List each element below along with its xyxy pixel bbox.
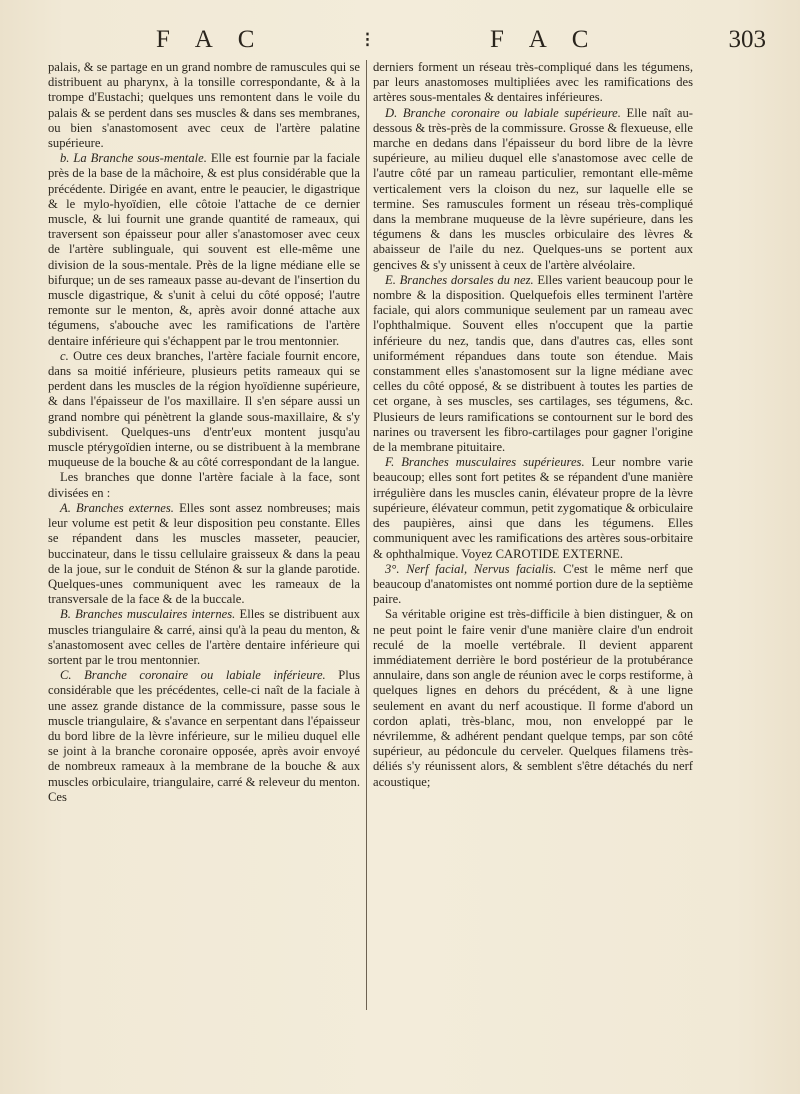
paragraph: b. La Branche sous-mentale. Elle est fournie par la faciale près de la base de la mâchoire, & est plus considérable que la précédente. Dirigée en avant, entre le peaucier, le digastrique & le mylo-hyoïdien, elle côtoie l'attache de ce dernier muscle, & lui fournit une grande quantité de rameaux, qui traversent son épaisseur pour aller s'anastomoser avec ceux de l'artère sublinguale, qui souvent est elle-même une division de la sous-mentale. Près de la ligne médiane elle se bifurque; un de ses rameaux passe au-devant de l'insertion du muscle digastrique, & s'unit à celui du côté opposé; l'autre remonte sur le menton, &, après avoir donné attache aux tégumens, s'abouche avec les ramifications de l'artère dentaire inférieure qui s'échappent par le trou mentonnier. <box>48 151 360 348</box>
paragraph: C. Branche coronaire ou labiale inférieure. Plus considérable que les précédentes, celle-ci naît de la faciale à une assez grande distance de la commissure, passe sous le muscle triangulaire, & s'avance en serpentant dans l'épaisseur du bord libre de la lèvre inférieure, sur le milieu duquel elle se joint à la branche coronaire opposée, après avoir envoyé de nombreux rameaux à la membrane de la bouche & aux muscles orbiculaire, triangulaire, carré & releveur du menton. Ces <box>48 668 360 804</box>
column-divider <box>366 60 367 1010</box>
paragraph: 3°. Nerf facial, Nervus facialis. C'est le même nerf que beaucoup d'anatomistes ont nommé portion dure de la septième paire. <box>373 561 694 607</box>
paragraph: E. Branches dorsales du nez. Elles varient beaucoup pour le nombre & la disposition. Quelquefois elles terminent l'artère faciale, qui alors communique seulement par un rameau avec l'ophthalmique. Souvent elles n'occupent que la partie inférieure du nez, tandis que, dans d'autres cas, elles sont uniformément répandues dans toute son étendue. Mais constamment elles s'anastomosent sur la ligne médiane avec celles du côté opposé, & se distribuent à toutes les parties de cet organe, à ses muscles, ses cartilages, ses tégumens, &c. Plusieurs de leurs ramifications se contournent sur le bord des narines ou traversent les fibro-cartilages pour gagner l'origine de la membrane pituitaire. <box>373 272 693 455</box>
paragraph: D. Branche coronaire ou labiale supérieure. Elle naît au-dessous & très-près de la commissure. Grosse & flexueuse, elle marche en dedans dans l'épaisseur du bord libre de la lèvre supérieure, au milieu duquel elle s'anastomose avec celle de l'autre côté par un rameau particulier, remontant elle-même verticalement vers la cloison du nez, sur laquelle elle se termine. Ses ramuscules forment un réseau très-compliqué dans la membrane muqueuse de la lèvre supérieure, dans les tégumens & dans les muscles orbiculaire des lèvres & abaisseur de l'aile du nez. Quelques-uns se portent aux gencives & s'y unissent à ceux de l'artère alvéolaire. <box>373 105 694 272</box>
paragraph: B. Branches musculaires internes. Elles se distribuent aux muscles triangulaire & carré, ainsi qu'à la peau du menton, & s'anastomosent avec celles de l'artère dentaire inférieure qui sortent par le trou mentonnier. <box>48 607 360 667</box>
paragraph: Les branches que donne l'artère faciale à la face, sont divisées en : <box>48 470 360 500</box>
paragraph: Sa véritable origine est très-difficile à bien distinguer, & on ne peut point le faire venir d'une manière claire d'un endroit reculé de la moelle vertébrale. Il devient apparent immédiatement derrière le bord postérieur de la protubérance annulaire, dans son angle de réunion avec le corps restiforme, à quelques lignes en dehors du précédent, & à une ligne seulement en avant du nerf acoustique. Il forme d'abord un cordon aplati, très-blanc, mou, non enveloppé par le névrilemme, & adhérent pendant quelque temps, par son côté supérieur, au pédoncule du cerveler. Quelques filamens très-déliés s'y réunissent alors, & semblent s'être détachés du nerf acoustique; <box>373 607 693 789</box>
right-column <box>373 60 693 790</box>
running-header <box>48 26 766 60</box>
paragraph: A. Branches externes. Elles sont assez nombreuses; mais leur volume est petit & leur disposition peu constante. Elles se répandent dans les muscles masseter, peaucier, buccinateur, dans le tissu cellulaire graisseux & dans la peau de la joue, sur le conduit de Sténon & sur la glande parotide. Quelques-unes communiquent avec les rameaux de la transversale de la face & de la buccale. <box>48 500 361 607</box>
fleuron-icon: ⁝ <box>364 28 371 53</box>
header-left-title: F A C <box>156 26 265 53</box>
paragraph: c. Outre ces deux branches, l'artère faciale fournit encore, dans sa moitié inférieure, plusieurs petits rameaux qui se perdent dans les muscles de la région hyoïdienne supérieure, & dans l'épaisseur de l'os maxillaire. Il s'en sépare aussi un grand nombre qui pénètrent la glande sous-maxillaire, & s'y subdivisent. Quelques-uns d'entr'eux montent jusqu'au muscle ptérygoïdien interne, ou se distribuent à la membrane muqueuse de la bouche & au côté correspondant de la langue. <box>48 348 360 470</box>
paragraph: palais, & se partage en un grand nombre de ramuscules qui se distribuent au pharynx, à la tonsille correspondante, & à la trompe d'Eustachi; quelques uns remontent dans le voile du palais & se perdent dans ses muscles & dans ses membranes, ou bien s'anastomosent avec ceux de l'artère palatine supérieure. <box>48 60 360 151</box>
left-column <box>48 60 360 805</box>
header-right-title: F A C <box>490 26 599 53</box>
paragraph: derniers forment un réseau très-compliqué dans les tégumens, par leurs anastomoses multipliées avec les ramifications des artères sous-mentales & dentaires inférieures. <box>373 60 693 105</box>
page-number: 303 <box>728 26 766 53</box>
paragraph: F. Branches musculaires supérieures. Leur nombre varie beaucoup; elles sont fort petites & se répandent d'une manière irrégulière dans les muscles canin, élévateur propre de la lèvre supérieure, élévateur commun, petit zygomatique & orbiculaire des paupières, ainsi que dans les tégumens. Elles communiquent avec les ramifications des artères sous-orbitaire & ophthalmique. Voyez CAROTIDE EXTERNE. <box>373 455 693 561</box>
